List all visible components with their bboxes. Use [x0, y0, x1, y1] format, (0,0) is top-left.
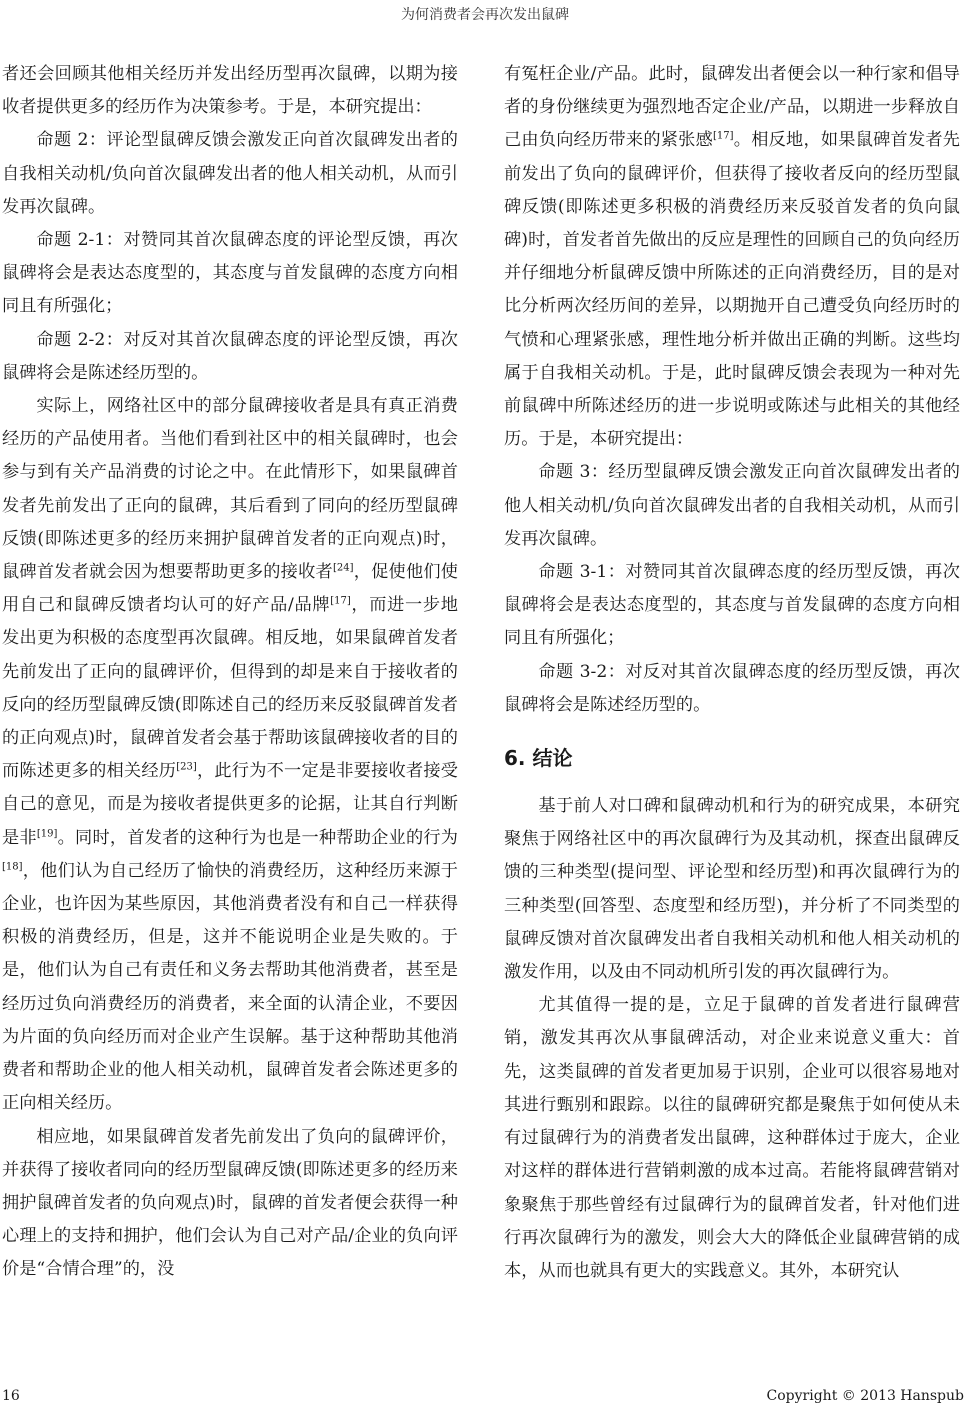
text-segment: 实际上，网络社区中的部分鼠碑接收者是具有真正消费经历的产品使用者。当他们看到社区中的相关鼠碑时，也会参与到有关产品消费的讨论之中。在此情形下，如果鼠碑首发者先前发出了正向的鼠碑，其后看到了同向的经历型鼠碑反馈(即陈述更多的经历来拥护鼠碑首发者的正向观点)时，鼠碑首发者就会因为想要帮助更多的接收者: [2, 396, 458, 583]
paragraph-continued-right: [504, 58, 960, 456]
paragraph-conclusion-2: 尤其值得一提的是，立足于鼠碑的首发者进行鼠碑营销，激发其再次从事鼠碑活动，对企业来说意义重大：首先，这类鼠碑的首发者更加易于识别，企业可以很容易地对其进行甄别和跟踪。以往的鼠碑研究都是聚焦于如何使从未有过鼠碑行为的消费者发出鼠碑，这种群体过于庞大，企业对这样的群体进行营销刺激的成本过高。若能将鼠碑营销对象聚焦于那些曾经有过鼠碑行为的鼠碑首发者，针对他们进行再次鼠碑行为的激发，则会大大的降低企业鼠碑营销的成本，从而也就具有更大的实践意义。其外，本研究认: [504, 995, 960, 1281]
paragraph-experience-feedback: [2, 390, 458, 1120]
text-segment: ，而进一步地发出更为积极的态度型再次鼠碑。相反地，如果鼠碑首发者先前发出了正向的鼠碑评价，但得到的却是来自于接收者的反向的经历型鼠碑反馈(即陈述自己的经历来反驳鼠碑首发者的正向观点)时，鼠碑首发者会基于帮助该鼠碑接收者的目的而陈述更多的相关经历: [2, 595, 458, 782]
text-segment: ，他们认为自己经历了愉快的消费经历，这种经历来源于企业，也许因为某些原因，其他消费者没有和自己一样获得积极的消费经历，但是，这并不能说明企业是失败的。于是，他们认为自己有责任和义务去帮助其他消费者，甚至是经历过负向消费经历的消费者，来全面的认清企业，不要因为片面的负向经历而对企业产生误解。基于这种帮助其他消费者和帮助企业的他人相关动机，鼠碑首发者会陈述更多的正向相关经历。: [2, 860, 458, 1114]
text-segment: ，此行为不一定是非要接收者接受自己的意见，而是为接收者提供更多的论据，让其自行判断是非: [2, 761, 458, 848]
copyright-notice: Copyright © 2013 Hanspub: [766, 1388, 964, 1404]
left-column: [2, 58, 458, 1287]
text-segment: 。同时，首发者的这种行为也是一种帮助企业的行为: [57, 827, 458, 848]
paragraph-conclusion-1: 基于前人对口碑和鼠碑动机和行为的研究成果，本研究聚焦于网络社区中的再次鼠碑行为及其动机，探查出鼠碑反馈的三种类型(提问型、评论型和经历型)和再次鼠碑行为的三种类型(回答型、态度型和经历型)，并分析了不同类型的鼠碑反馈对首次鼠碑发出者自我相关动机和他人相关动机的激发作用，以及由不同动机所引发的再次鼠碑行为。: [504, 796, 960, 983]
right-column: [504, 58, 960, 1288]
citation: [19]: [36, 827, 58, 839]
text-segment: 。相反地，如果鼠碑首发者先前发出了负向的鼠碑评价，但获得了接收者反向的经历型鼠碑反馈(即陈述更多积极的消费经历来反驳首发者的负向鼠碑)时，首发者首先做出的反应是理性的回顾自己的负向经历并仔细地分析鼠碑反馈中所陈述的正向消费经历，目的是对比分析两次经历间的差异，以期抛开自己遭受负向经历时的气愤和心理紧张感，理性地分析并做出正确的判断。这些均属于自我相关动机。于是，此时鼠碑反馈会表现为一种对先前鼠碑中所陈述经历的进一步说明或陈述与此相关的其他经历。于是，本研究提出：: [504, 130, 960, 450]
proposition-3-1: 命题 3-1：对赞同其首次鼠碑态度的经历型反馈，再次鼠碑将会是表达态度型的，其态度与首发鼠碑的态度方向相同且有所强化；: [504, 562, 960, 649]
proposition-2-2: 命题 2-2：对反对其首次鼠碑态度的评论型反馈，再次鼠碑将会是陈述经历型的。: [2, 329, 458, 383]
citation: [17]: [330, 595, 351, 607]
text-segment: 有冤枉企业/产品。此时，鼠碑发出者便会以一种行家和倡导者的身份继续更为强烈地否定企业/产品，以期进一步释放自己由负向经历带来的紧张感: [504, 64, 960, 151]
running-header: 为何消费者会再次发出鼠碑: [401, 7, 569, 23]
citation: [17]: [713, 130, 734, 142]
proposition-3: 命题 3：经历型鼠碑反馈会激发正向首次鼠碑发出者的他人相关动机/负向首次鼠碑发出者的自我相关动机，从而引发再次鼠碑。: [504, 462, 960, 549]
citation: [24]: [332, 562, 354, 574]
proposition-3-2: 命题 3-2：对反对其首次鼠碑态度的经历型反馈，再次鼠碑将会是陈述经历型的。: [504, 661, 960, 715]
page-number: 16: [2, 1388, 20, 1404]
proposition-2-1: 命题 2-1：对赞同其首次鼠碑态度的评论型反馈，再次鼠碑将会是表达态度型的，其态度与首发鼠碑的态度方向相同且有所强化；: [2, 230, 458, 317]
section-heading-conclusion: 6. 结论: [504, 746, 573, 771]
text-segment: ，促使他们使用自己和鼠碑反馈者均认可的好产品/品牌: [2, 562, 458, 616]
paragraph-negative-feedback: 相应地，如果鼠碑首发者先前发出了负向的鼠碑评价，并获得了接收者同向的经历型鼠碑反馈(即陈述更多的经历来拥护鼠碑首发者的负向观点)时，鼠碑的首发者便会获得一种心理上的支持和拥护，他们会认为自己对产品/企业的负向评价是“合情合理”的，没: [2, 1126, 458, 1280]
citation: [23]: [176, 761, 197, 773]
citation: [18]: [2, 861, 23, 873]
paragraph-continued: 者还会回顾其他相关经历并发出经历型再次鼠碑，以期为接收者提供更多的经历作为决策参考。于是，本研究提出：: [2, 64, 458, 118]
proposition-2: 命题 2：评论型鼠碑反馈会激发正向首次鼠碑发出者的自我相关动机/负向首次鼠碑发出者的他人相关动机，从而引发再次鼠碑。: [2, 130, 458, 217]
